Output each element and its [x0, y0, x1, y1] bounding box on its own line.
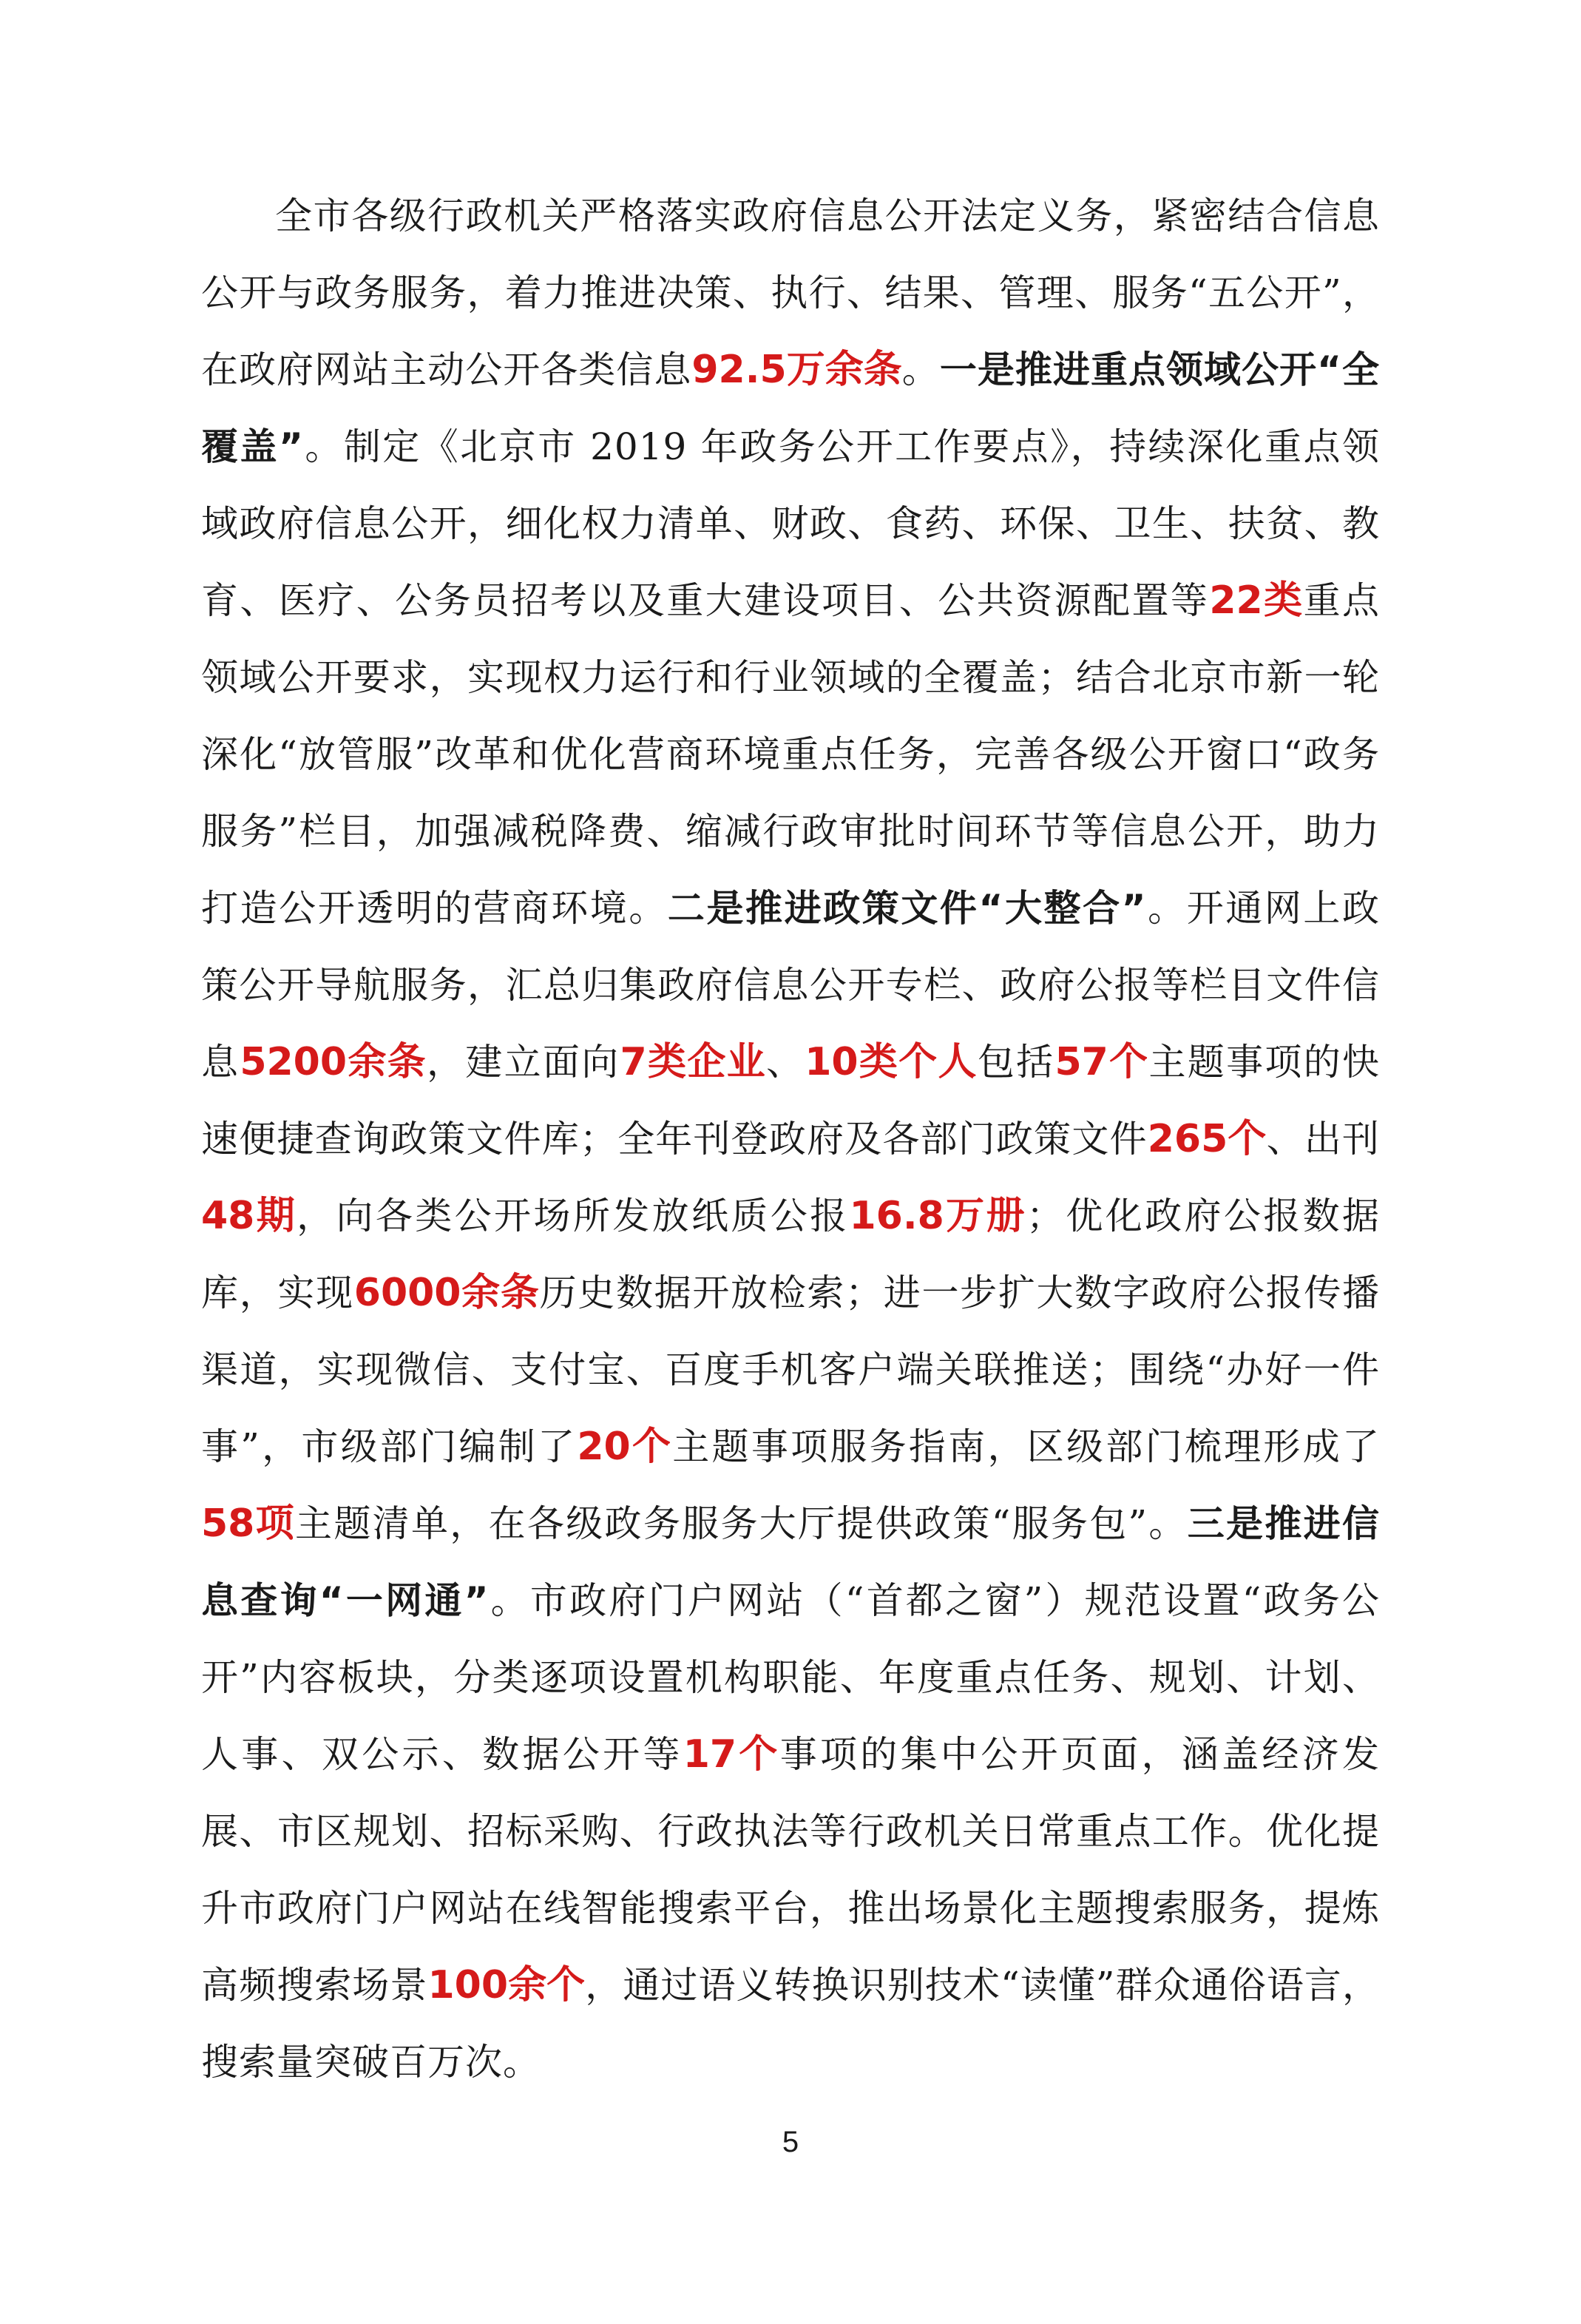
text-run: 主题事项服务指南，区级部门梳理形成了	[672, 1425, 1380, 1468]
text-run: ；优化政府公报数据库，实现	[201, 1195, 1381, 1314]
highlighted-figure: 7类企业	[620, 1040, 766, 1084]
text-run: 主题清单，在各级政务服务大厅提供政策“服务包”。	[295, 1502, 1188, 1545]
text-run: 包括	[977, 1041, 1055, 1084]
text-run: 全市各级行政机关严格落实政府信息公开法定义务，紧密结合信息公开与政务服务，着力推进决策、执行、结果、管理、服务“五公开”，在政府网站主动公开各类信息	[201, 195, 1380, 391]
bold-heading: 三是推进信息查询“一网通”	[201, 1502, 1381, 1622]
highlighted-figure: 48期	[201, 1194, 297, 1238]
page-number: 5	[782, 2126, 799, 2158]
text-run: 、	[765, 1041, 805, 1084]
highlighted-figure: 17个	[683, 1732, 780, 1777]
bold-heading: 二是推进政策文件“大整合”	[667, 887, 1147, 930]
paragraph	[201, 178, 1380, 2101]
text-run: 重点领域公开要求，实现权力运行和行业领域的全覆盖；结合北京市新一轮深化“放管服”改革和优化营商环境重点任务，完善各级公开窗口“政务服务”栏目，加强减税降费、缩减行政审批时间环节等信息公开，助力打造公开透明的营商环境。	[201, 579, 1380, 930]
highlighted-figure: 22类	[1209, 578, 1304, 623]
highlighted-figure: 5200余条	[240, 1040, 427, 1084]
highlighted-figure: 57个	[1054, 1040, 1149, 1084]
highlighted-figure: 16.8万册	[849, 1194, 1026, 1238]
text-run: 。开通网上政策公开导航服务，汇总归集政府信息公开专栏、政府公报等栏目文件信息	[201, 887, 1380, 1084]
text-run: 事项的集中公开页面，涵盖经济发展、市区规划、招标采购、行政执法等行政机关日常重点工作。优化提升市政府门户网站在线智能搜索平台，推出场景化主题搜索服务，提炼高频搜索场景	[201, 1733, 1380, 2007]
text-run: ，向各类公开场所发放纸质公报	[297, 1195, 850, 1237]
highlighted-figure: 100余个	[427, 1963, 586, 2007]
highlighted-figure: 6000余条	[353, 1271, 540, 1315]
text-run: ，通过语义转换识别技术“读懂”群众通俗语言，搜索量突破百万次。	[201, 1964, 1381, 2084]
text-run: 历史数据开放检索；进一步扩大数字政府公报传播渠道，实现微信、支付宝、百度手机客户端关联推送；围绕“办好一件事”，市级部门编制了	[201, 1271, 1381, 1468]
highlighted-figure: 265个	[1147, 1117, 1267, 1161]
highlighted-figure: 10类个人	[805, 1040, 978, 1084]
text-run: ，建立面向	[426, 1041, 620, 1084]
text-run: 主题事项的快速便捷查询政策文件库；全年刊登政府及各部门政策文件	[201, 1041, 1381, 1161]
highlighted-figure: 58项	[201, 1502, 295, 1546]
bold-heading: 一是推进重点领域公开“全覆盖”	[201, 348, 1380, 468]
text-run: 。市政府门户网站（“首都之窗”）规范设置“政务公开”内容板块，分类逐项设置机构职能、年度重点任务、规划、计划、人事、双公示、数据公开等	[201, 1579, 1380, 1776]
text-run: 。	[901, 348, 940, 391]
highlighted-figure: 92.5万余条	[691, 348, 902, 392]
body-text	[201, 178, 1380, 2101]
text-run: 。制定《北京市 2019 年政务公开工作要点》，持续深化重点领域政府信息公开，细化权力清单、财政、食药、环保、卫生、扶贫、教育、医疗、公务员招考以及重大建设项目、公共资源配置等	[201, 425, 1380, 622]
text-run: 、出刊	[1266, 1118, 1381, 1161]
highlighted-figure: 20个	[577, 1425, 673, 1469]
